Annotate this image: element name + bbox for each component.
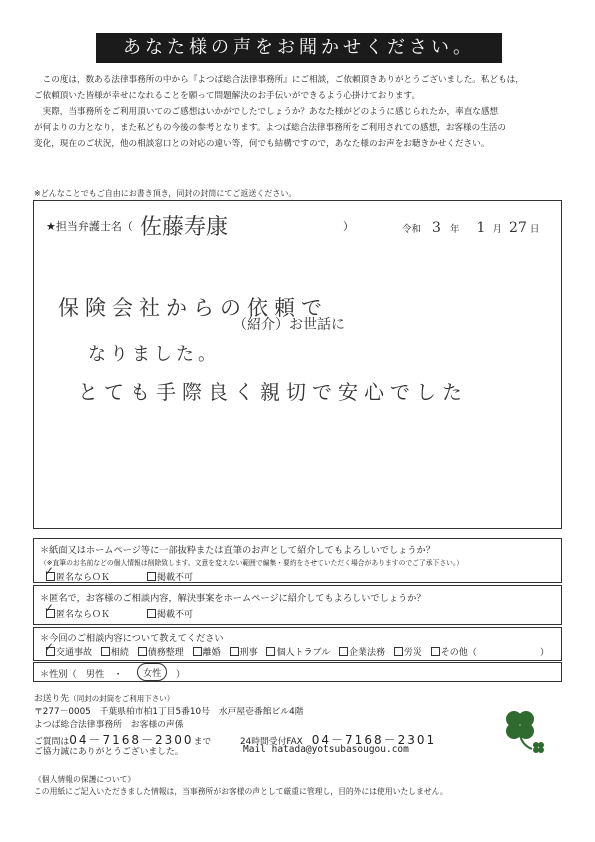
other-close-paren: ）: [540, 648, 550, 658]
option-label: 掲載不可: [157, 610, 194, 620]
option-other[interactable]: [431, 648, 477, 658]
lawyer-label-close: ）: [343, 220, 354, 233]
option-label: 相続: [110, 648, 129, 658]
checkbox[interactable]: [193, 647, 202, 656]
option-label: 労災: [403, 648, 422, 658]
question-subtext: （※直筆のお名前などの個人情報は削除致します。文意を変えない範囲で編集・要約をさせていただく場合がありますのでご了承下さい。）: [40, 559, 464, 567]
checkbox[interactable]: [147, 572, 156, 581]
date-day: 27: [509, 220, 527, 236]
privacy-body: この用紙にご記入いただきました情報は，当事務所がお客様の声として厳重に管理し，目的外には使用いたしません。: [34, 787, 448, 796]
option-label: 離婚: [202, 648, 221, 658]
handwritten-comment-insert: （紹介）お世話に: [233, 317, 345, 333]
option-inheritance[interactable]: [101, 648, 129, 658]
checkbox[interactable]: [230, 647, 239, 656]
privacy-title: 《個人情報の保護について》: [34, 775, 136, 784]
consultation-options: [46, 645, 477, 658]
option-label: 匿名ならＯＫ: [56, 610, 111, 620]
checkbox[interactable]: [394, 647, 403, 656]
lawyer-name-handwritten[interactable]: 佐藤寿康: [140, 215, 229, 240]
tel-suffix: まで: [193, 737, 212, 747]
mail-address[interactable]: Mail hatada@yotsubasougou.com: [243, 744, 409, 755]
intro-line: 実際，当事務所をご利用頂いてのご感想はいかがでしたでしょうか？あなた様がどのように感じられたか，率直な感想: [42, 107, 499, 117]
date-era: 令和: [402, 224, 422, 235]
date-field[interactable]: [402, 220, 539, 236]
gender-female-selected[interactable]: [137, 663, 167, 681]
checkbox[interactable]: [101, 647, 110, 656]
thanks-text: ご協力誠にありがとうございました。: [34, 747, 184, 757]
intro-line: が何よりの力となり，また私どもの今後の参考となります。よつば総合法律事務所をご利用されての感想，お客様の生活の: [34, 123, 506, 133]
page-title: あなた様の声をお聞かせください。: [96, 33, 502, 63]
checkbox[interactable]: [339, 647, 348, 656]
checkmark-icon: ✓: [44, 601, 55, 615]
lawyer-label: ★担当弁護士名（: [46, 220, 133, 233]
date-year-unit: 年: [450, 224, 460, 235]
option-label: 債務整理: [147, 648, 184, 658]
option-debt[interactable]: [138, 648, 184, 658]
option-label: 個人トラブル: [276, 648, 331, 658]
option-personal-trouble[interactable]: [266, 648, 330, 658]
tel-number: 04－7168－2300: [69, 733, 194, 747]
intro-line: この度は，数ある法律事務所の中から『よつば総合法律事務所』にご相談，ご依頼頂きありがとうございました。私どもは，: [42, 75, 524, 85]
intro-text: [34, 72, 562, 152]
option-label: 刑事: [239, 648, 258, 658]
gender-close-paren: ）: [176, 669, 186, 680]
option-anonymous-ok[interactable]: [46, 570, 110, 583]
checkmark-icon: ✓: [44, 640, 55, 654]
fax-label: 24時間受付FAX: [240, 737, 303, 747]
fax-number: 04－7168－2301: [311, 733, 437, 747]
option-criminal[interactable]: [230, 648, 258, 658]
question-text: ＊紙面又はホームページ等に一部抜粋または直筆のお声として紹介してもよろしいでしょうか？: [40, 545, 435, 556]
tel-label: ご質問は: [34, 737, 70, 747]
option-anonymous-ok[interactable]: [46, 607, 110, 620]
option-label: 女性: [143, 668, 162, 679]
address: 〒277－0005 千葉県柏市柏1丁目5番10号 水戸屋壱番館ビル4階: [34, 707, 304, 717]
question-text: ＊今回のご相談内容について教えてください: [40, 633, 224, 644]
checkbox[interactable]: [138, 647, 147, 656]
handwritten-comment-line: 保険会社からの依頼で: [58, 296, 328, 320]
option-divorce[interactable]: [193, 648, 221, 658]
office-name: よつば総合法律事務所 お客様の声係: [34, 720, 184, 730]
send-to-note: （同封の封筒をご利用下さい）: [69, 694, 175, 703]
handwritten-comment-line: なりました。: [88, 344, 220, 365]
intro-line: 変化，現在のご状況，他の相談窓口との対応の違い等，何でも結構ですので，あなた様のお声をお聴きかせください。: [34, 139, 490, 149]
intro-line: ご依頼頂いた皆様が幸せになれることを願って問題解決のお手伝いができるよう心掛けております。: [34, 91, 421, 101]
option-corporate[interactable]: [339, 648, 385, 658]
date-month: 1: [476, 220, 486, 236]
option-label: 企業法務: [348, 648, 385, 658]
date-day-unit: 日: [529, 224, 540, 235]
four-leaf-clover-icon: [492, 705, 552, 755]
handwritten-comment-line: とても手際良く親切で安心でした: [78, 380, 468, 404]
option-workers-comp[interactable]: [394, 648, 422, 658]
checkbox[interactable]: [431, 647, 440, 656]
date-month-unit: 月: [492, 224, 503, 235]
send-to-title: お送り先: [34, 694, 70, 704]
send-to-label: [34, 691, 174, 704]
checkmark-icon: ✓: [44, 564, 55, 578]
date-year: 3: [432, 220, 441, 236]
option-not-allowed[interactable]: [147, 607, 193, 620]
option-not-allowed[interactable]: [147, 570, 193, 583]
option-label: 交通事故: [56, 648, 93, 658]
option-label: その他（: [440, 648, 477, 658]
instruction-note: ※どんなことでもご自由にお書き頂き，同封の封筒にてご返送ください。: [34, 189, 297, 198]
checkbox[interactable]: [147, 609, 156, 618]
option-label: 匿名ならＯＫ: [56, 573, 111, 583]
option-label: 掲載不可: [157, 573, 194, 583]
checkbox[interactable]: [266, 647, 275, 656]
question-text: ＊匿名で，お客様のご相談内容，解決事案をホームページに紹介してもよろしいでしょうか？: [40, 593, 426, 604]
question-text: ＊性別（ 男性 ・: [40, 669, 123, 680]
